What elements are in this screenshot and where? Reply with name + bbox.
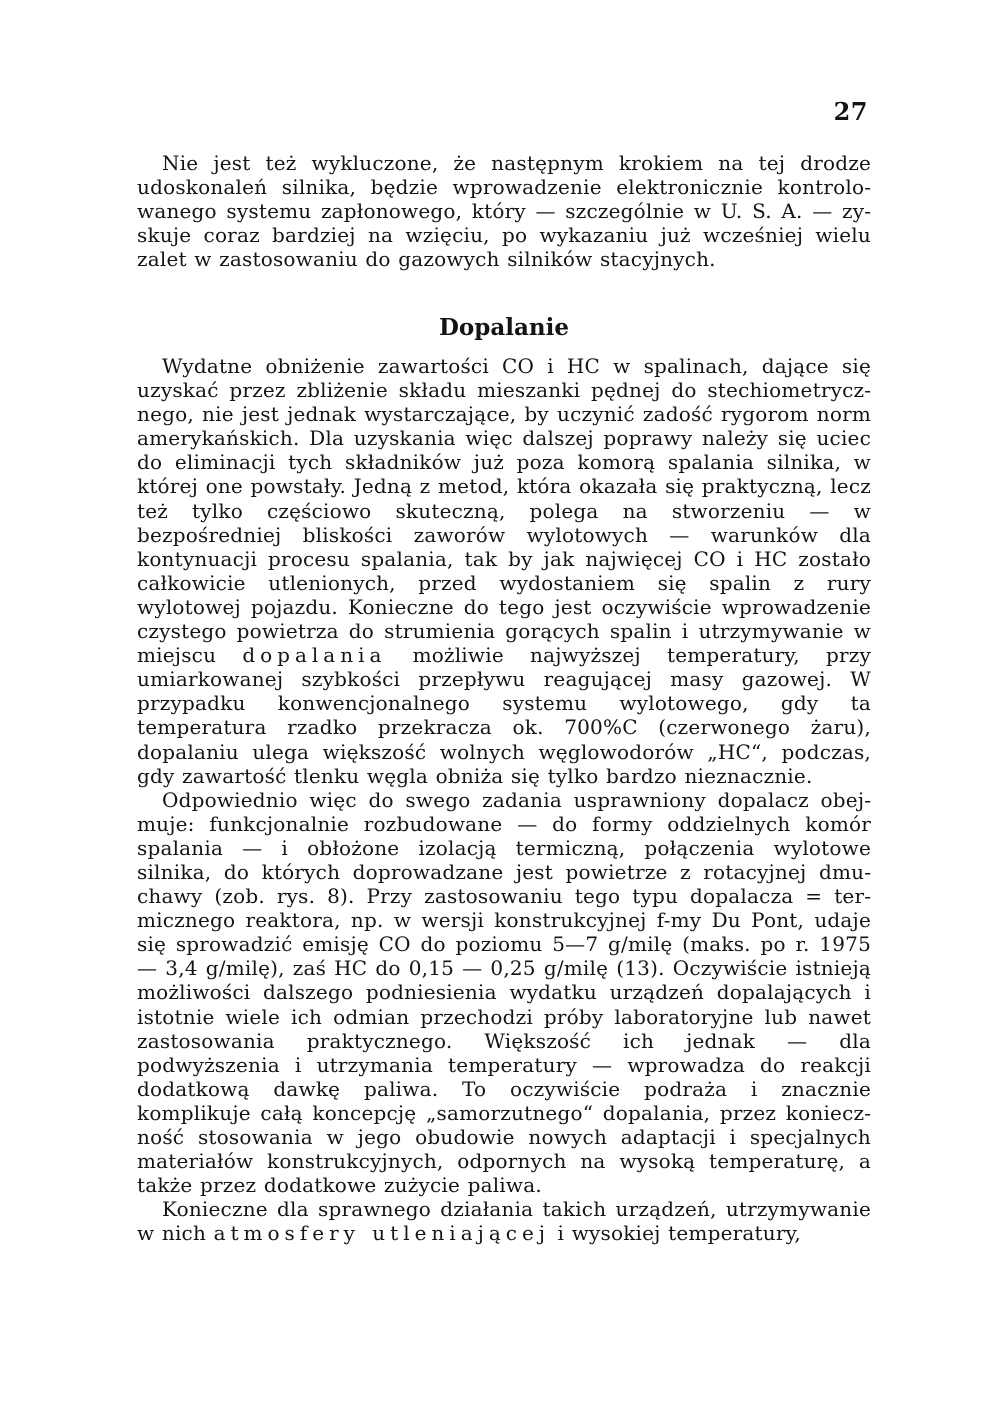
paragraph-text: Konieczne dla sprawnego działania takich urządzeń, utrzymywanie w nich: [137, 1197, 871, 1246]
page-number: 27: [833, 97, 868, 126]
paragraph-text: możliwie najwyższej temperatury, przy umiarkowanej szybkości przepływu reagującej masy gazowej. W przypadku konwencjonalnego systemu wylotowego, gdy ta temperatura rzadko przekracza ok. 700%C (czerwonego żaru), dopalaniu ulega większość wolnych węglowodorów „HC“, podczas, gdy zawartość tlenku węgla obniża się tylko bardzo nieznacznie.: [137, 643, 871, 788]
paragraph-combustion-methods: [137, 354, 871, 788]
emphasized-term: dopalania: [242, 643, 387, 668]
intro-text: [137, 151, 871, 271]
intro-paragraph: Nie jest też wykluczone, że następnym krokiem na tej drodze udoskonaleń silnika, będzie wprowadzenie elektronicznie kontrolowanego systemu zapłonowego, który — szczególnie w U. S. A. — zyskuje coraz bardziej na wzięciu, po wykazaniu już wcześniej wielu zalet w zastosowaniu do gazowych silników stacyjnych.: [137, 151, 871, 272]
section-heading: Dopalanie: [438, 314, 569, 341]
paragraph-oxidizing-atmosphere: [137, 1197, 871, 1245]
paragraph-text: Wydatne obniżenie zawartości CO i HC w spalinach, dające się uzyskać przez zbliżenie składu mieszanki pędnej do stechiometrycznego, nie jest jednak wystarczające, by uczynić zadość rygorom norm amerykańskich. Dla uzyskania więc dalszej poprawy należy się uciec do eliminacji tych składników już poza komorą spalania silnika, w której one powstały. Jedną z metod, która okazała się praktyczną, lecz też tylko częściowo skuteczną, polega na stworzeniu — w bezpośredniej bliskości zaworów wylotowych — warunków dla kontynuacji procesu spalania, tak by jak najwięcej CO i HC zostało całkowicie utlenionych, przed wydostaniem się spalin z rury wylotowej pojazdu. Konieczne do tego jest oczywiście wprowadzenie czystego powietrza do strumienia gorących spalin i utrzymywanie w miejscu: [137, 354, 871, 668]
paragraph-afterburner-design: Odpowiednio więc do swego zadania usprawniony dopalacz obejmuje: funkcjonalnie rozbudowane — do formy oddzielnych komór spalania — i obłożone izolacją termiczną, połączenia wylotowe silnika, do których doprowadzane jest powietrze z rotacyjnej dmuchawy (zob. rys. 8). Przy zastosowaniu tego typu dopalacza = termicznego reaktora, np. w wersji konstrukcyjnej f-my Du Pont, udaje się sprowadzić emisję CO do poziomu 5—7 g/milę (maks. po r. 1975 — 3,4 g/milę), zaś HC do 0,15 — 0,25 g/milę (13). Oczywiście istnieją możliwości dalszego podniesienia wydatku urządzeń dopalających i istotnie wiele ich odmian przechodzi próby laboratoryjne lub nawet zastosowania praktycznego. Większość ich jednak — dla podwyższenia i utrzymania temperatury — wprowadza do reakcji dodatkową dawkę paliwa. To oczywiście podraża i znacznie komplikuje całą koncepcję „samorzutnego“ dopalania, przez konieczność stosowania w jego obudowie nowych adaptacji i specjalnych materiałów konstrukcyjnych, odpornych na wysoką temperaturę, a także przez dodatkowe zużycie paliwa.: [137, 787, 871, 1198]
section-body: [137, 354, 871, 1245]
paragraph-text: i wysokiej temperatury,: [550, 1221, 801, 1246]
emphasized-term: atmosfery utleniającej: [213, 1221, 550, 1246]
